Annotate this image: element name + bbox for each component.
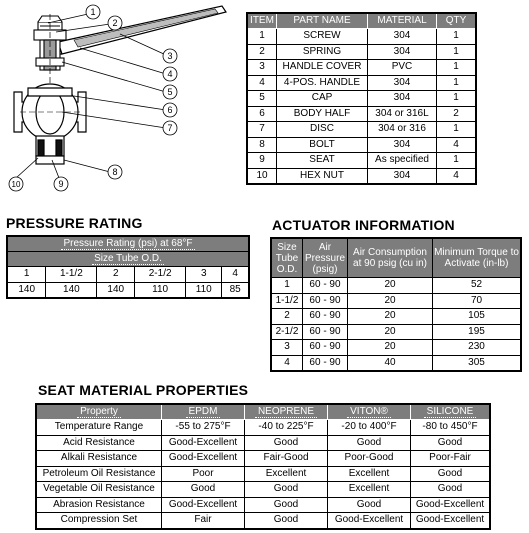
seat-table-cell: Abrasion Resistance xyxy=(36,497,162,513)
seat-table-row xyxy=(36,435,490,451)
parts-col-header: PART NAME xyxy=(277,13,368,29)
seat-col-header: VITON® xyxy=(347,406,391,418)
seat-table-cell: Good xyxy=(162,482,245,498)
parts-table-row xyxy=(247,137,476,153)
callout-label: 6 xyxy=(167,105,173,115)
pressure-value-cell: 110 xyxy=(186,282,222,298)
seat-table-cell: -40 to 225°F xyxy=(245,420,328,436)
seat-material-table xyxy=(35,403,491,530)
callout-label: 7 xyxy=(167,123,173,133)
actuator-table-cell: 2-1/2 xyxy=(271,324,303,340)
parts-table-cell: 304 xyxy=(368,137,437,153)
pressure-size-cell: 2 xyxy=(97,267,135,283)
seat-table-cell: Excellent xyxy=(328,482,411,498)
size-header-row xyxy=(7,252,249,267)
parts-table-cell: 9 xyxy=(247,153,277,169)
actuator-table-row xyxy=(271,293,521,309)
valve-exploded-diagram xyxy=(0,0,245,205)
actuator-table-row xyxy=(271,340,521,356)
seat-table-cell: Fair xyxy=(162,513,245,529)
parts-table-cell: 3 xyxy=(247,60,277,76)
parts-table-cell: 4 xyxy=(437,168,477,184)
actuator-table-cell: 20 xyxy=(348,278,433,294)
parts-col-header: ITEM xyxy=(247,13,277,29)
parts-table-cell: 1 xyxy=(437,122,477,138)
actuator-table-cell: 1-1/2 xyxy=(271,293,303,309)
actuator-table-cell: 60 - 90 xyxy=(303,293,348,309)
parts-table-row xyxy=(247,44,476,60)
actuator-table-row xyxy=(271,309,521,325)
actuator-col-header: Minimum Torque to Activate (in-lb) xyxy=(433,238,522,278)
parts-table-cell: 2 xyxy=(437,106,477,122)
actuator-table-cell: 105 xyxy=(433,309,522,325)
seat-table-cell: Good xyxy=(411,435,491,451)
parts-table-cell: PVC xyxy=(368,60,437,76)
callout-label: 9 xyxy=(58,179,64,189)
parts-col-header: QTY xyxy=(437,13,477,29)
callout-label: 8 xyxy=(112,167,118,177)
parts-table-cell: SPRING xyxy=(277,44,368,60)
parts-table-cell: HEX NUT xyxy=(277,168,368,184)
actuator-table-cell: 20 xyxy=(348,309,433,325)
pressure-header-row xyxy=(7,236,249,252)
pressure-value-cell: 140 xyxy=(46,282,97,298)
actuator-table-cell: 20 xyxy=(348,324,433,340)
pressure-values-row xyxy=(7,282,249,298)
pressure-header-label: Pressure Rating (psi) at 68°F xyxy=(63,238,193,249)
parts-table-row xyxy=(247,29,476,45)
seat-table-cell: -20 to 400°F xyxy=(328,420,411,436)
parts-table-cell: 1 xyxy=(437,44,477,60)
seat-table-row xyxy=(36,451,490,467)
parts-table-row xyxy=(247,75,476,91)
parts-table-row xyxy=(247,168,476,184)
parts-table-cell: 1 xyxy=(437,153,477,169)
parts-table-cell: 1 xyxy=(437,29,477,45)
actuator-col-header: Air Consumption at 90 psig (cu in) xyxy=(348,238,433,278)
seat-col-header: SILICONE xyxy=(424,406,477,418)
parts-header-row xyxy=(247,13,476,29)
seat-table-cell: Good xyxy=(245,482,328,498)
actuator-col-header: Size Tube O.D. xyxy=(271,238,303,278)
parts-table-row xyxy=(247,106,476,122)
actuator-table-cell: 60 - 90 xyxy=(303,309,348,325)
parts-table-row xyxy=(247,91,476,107)
actuator-table-row xyxy=(271,278,521,294)
parts-col-header: MATERIAL xyxy=(368,13,437,29)
parts-table-cell: 6 xyxy=(247,106,277,122)
pressure-value-cell: 140 xyxy=(7,282,46,298)
actuator-col-header: Air Pressure (psig) xyxy=(303,238,348,278)
actuator-table-cell: 70 xyxy=(433,293,522,309)
parts-table-cell: SEAT xyxy=(277,153,368,169)
seat-table-cell: Good xyxy=(245,513,328,529)
pressure-value-cell: 140 xyxy=(97,282,135,298)
seat-table-cell: Good-Excellent xyxy=(411,513,491,529)
actuator-table-cell: 3 xyxy=(271,340,303,356)
parts-table-cell: 1 xyxy=(437,75,477,91)
actuator-table-row xyxy=(271,324,521,340)
seat-table-cell: Good-Excellent xyxy=(162,435,245,451)
seat-table-cell: Good xyxy=(328,435,411,451)
seat-table-cell: Excellent xyxy=(245,466,328,482)
actuator-table-cell: 20 xyxy=(348,340,433,356)
parts-table-cell: 4 xyxy=(247,75,277,91)
actuator-table-cell: 305 xyxy=(433,355,522,371)
parts-table-cell: 304 or 316 xyxy=(368,122,437,138)
size-header-label: Size Tube O.D. xyxy=(94,253,162,264)
parts-table-cell: 1 xyxy=(247,29,277,45)
parts-table-cell: 4-POS. HANDLE xyxy=(277,75,368,91)
pressure-value-cell: 85 xyxy=(222,282,249,298)
parts-table-cell: DISC xyxy=(277,122,368,138)
seat-table-cell: Good xyxy=(411,466,491,482)
actuator-table-cell: 40 xyxy=(348,355,433,371)
parts-table-cell: 1 xyxy=(437,91,477,107)
seat-table-cell: Poor-Fair xyxy=(411,451,491,467)
actuator-table-cell: 20 xyxy=(348,293,433,309)
seat-table-row xyxy=(36,466,490,482)
pressure-size-cell: 3 xyxy=(186,267,222,283)
parts-table-cell: 2 xyxy=(247,44,277,60)
seat-table-row xyxy=(36,497,490,513)
seat-col-header: Property xyxy=(77,406,121,418)
seat-material-title: SEAT MATERIAL PROPERTIES xyxy=(38,382,249,398)
pressure-size-cell: 1 xyxy=(7,267,46,283)
parts-table-cell: 1 xyxy=(437,60,477,76)
parts-table-cell: CAP xyxy=(277,91,368,107)
parts-table-cell: 7 xyxy=(247,122,277,138)
callout-label: 2 xyxy=(112,18,118,28)
callout-label: 4 xyxy=(167,69,173,79)
parts-table-cell: 8 xyxy=(247,137,277,153)
pressure-value-cell: 110 xyxy=(135,282,186,298)
seat-table-row xyxy=(36,420,490,436)
seat-table-cell: Excellent xyxy=(328,466,411,482)
parts-table-row xyxy=(247,122,476,138)
actuator-info-title: ACTUATOR INFORMATION xyxy=(272,217,455,233)
seat-table-cell: Good xyxy=(411,482,491,498)
seat-table-cell: Fair-Good xyxy=(245,451,328,467)
seat-table-cell: Good-Excellent xyxy=(162,497,245,513)
pressure-rating-title: PRESSURE RATING xyxy=(6,215,143,231)
seat-table-cell: Alkali Resistance xyxy=(36,451,162,467)
parts-table-cell: 304 xyxy=(368,44,437,60)
seat-table-cell: Good-Excellent xyxy=(162,451,245,467)
seat-table-cell: Good-Excellent xyxy=(411,497,491,513)
parts-table-cell: 4 xyxy=(437,137,477,153)
seat-table-cell: Petroleum Oil Resistance xyxy=(36,466,162,482)
seat-table-cell: Good xyxy=(328,497,411,513)
pressure-sizes-row xyxy=(7,267,249,283)
pressure-rating-table xyxy=(6,235,250,299)
parts-table-cell: 304 xyxy=(368,168,437,184)
parts-table-cell: 304 xyxy=(368,91,437,107)
parts-table-cell: BOLT xyxy=(277,137,368,153)
parts-table-row xyxy=(247,60,476,76)
seat-table-cell: Temperature Range xyxy=(36,420,162,436)
callout-label: 3 xyxy=(167,51,173,61)
seat-table-cell: Acid Resistance xyxy=(36,435,162,451)
seat-table-cell: Poor-Good xyxy=(328,451,411,467)
seat-col-header: EPDM xyxy=(186,406,221,418)
parts-table-cell: 5 xyxy=(247,91,277,107)
actuator-table-cell: 60 - 90 xyxy=(303,355,348,371)
seat-col-header: NEOPRENE xyxy=(255,406,317,418)
parts-table-row xyxy=(247,153,476,169)
pressure-size-cell: 2-1/2 xyxy=(135,267,186,283)
seat-header-row xyxy=(36,404,490,420)
actuator-header-row xyxy=(271,238,521,278)
actuator-table-cell: 60 - 90 xyxy=(303,278,348,294)
seat-table-cell: -55 to 275°F xyxy=(162,420,245,436)
seat-table-row xyxy=(36,482,490,498)
seat-table-cell: Good-Excellent xyxy=(328,513,411,529)
parts-table-cell: SCREW xyxy=(277,29,368,45)
parts-table-cell: 304 xyxy=(368,29,437,45)
actuator-table-cell: 1 xyxy=(271,278,303,294)
seat-table-cell: Vegetable Oil Resistance xyxy=(36,482,162,498)
callout-label: 10 xyxy=(11,180,21,189)
parts-table-cell: As specified xyxy=(368,153,437,169)
seat-table-cell: Poor xyxy=(162,466,245,482)
callout-label: 1 xyxy=(90,7,96,17)
parts-table-cell: BODY HALF xyxy=(277,106,368,122)
parts-table-cell: HANDLE COVER xyxy=(277,60,368,76)
actuator-table-cell: 2 xyxy=(271,309,303,325)
seat-table-cell: Good xyxy=(245,497,328,513)
parts-table-cell: 304 or 316L xyxy=(368,106,437,122)
pressure-size-cell: 4 xyxy=(222,267,249,283)
actuator-table-row xyxy=(271,355,521,371)
seat-table-cell: Compression Set xyxy=(36,513,162,529)
actuator-table-cell: 195 xyxy=(433,324,522,340)
parts-table-cell: 10 xyxy=(247,168,277,184)
actuator-table-cell: 52 xyxy=(433,278,522,294)
seat-table-row xyxy=(36,513,490,529)
actuator-table-cell: 60 - 90 xyxy=(303,340,348,356)
actuator-table-cell: 4 xyxy=(271,355,303,371)
actuator-table-cell: 60 - 90 xyxy=(303,324,348,340)
callout-label: 5 xyxy=(167,87,173,97)
parts-list-table xyxy=(246,12,477,185)
pressure-size-cell: 1-1/2 xyxy=(46,267,97,283)
actuator-table-cell: 230 xyxy=(433,340,522,356)
actuator-info-table xyxy=(270,237,522,372)
seat-table-cell: -80 to 450°F xyxy=(411,420,491,436)
parts-table-cell: 304 xyxy=(368,75,437,91)
seat-table-cell: Good xyxy=(245,435,328,451)
